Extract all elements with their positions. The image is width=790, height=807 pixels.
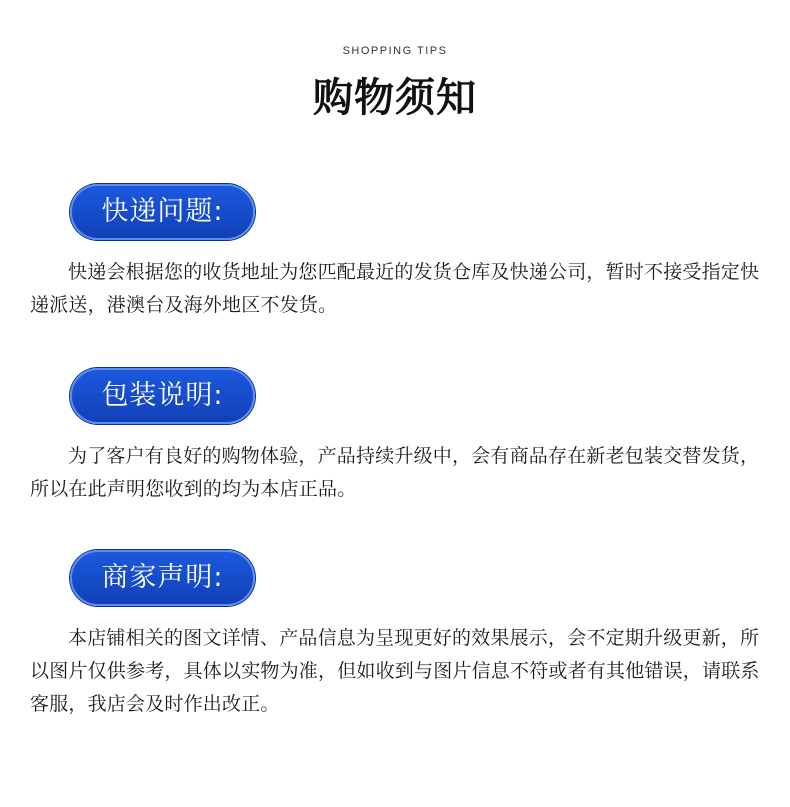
section-heading-packaging: 包装说明: xyxy=(70,368,255,424)
section-heading-delivery: 快递问题: xyxy=(70,184,255,240)
section-text-delivery: 快递会根据您的收货地址为您匹配最近的发货仓库及快递公司，暂时不接受指定快递派送，港澳台及海外地区不发货。 xyxy=(30,261,760,316)
page-subtitle: SHOPPING TIPS xyxy=(342,45,448,57)
section-heading-merchant-statement: 商家声明: xyxy=(70,550,255,606)
section-text-packaging: 为了客户有良好的购物体验，产品持续升级中，会有商品存在新老包装交替发货，所以在此声明您收到的均为本店正品。 xyxy=(30,445,760,500)
page-title: 购物须知 xyxy=(313,75,477,121)
section-text-merchant-statement: 本店铺相关的图文详情、产品信息为呈现更好的效果展示，会不定期升级更新，所以图片仅供参考，具体以实物为准，但如收到与图片信息不符或者有其他错误，请联系客服，我店会及时作出改正。 xyxy=(30,627,760,715)
